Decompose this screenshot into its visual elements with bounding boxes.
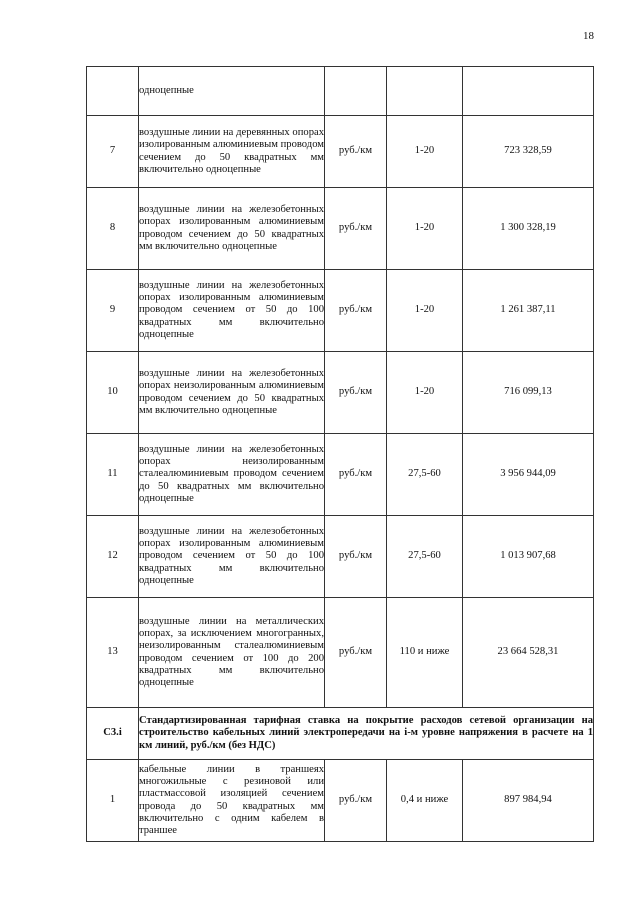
row-number: 9 xyxy=(87,270,139,352)
row-number: 8 xyxy=(87,188,139,270)
row-description: кабельные линии в траншеях многожильные с резиновой или пластмассовой изоляцией сечением провода до 50 квадратных мм включительно с одним кабелем в траншее xyxy=(139,760,325,842)
row-description: воздушные линии на железобетонных опорах неизолированным алюминиевым проводом сечением до 50 квадратных мм включительно одноцепные xyxy=(139,352,325,434)
table-row xyxy=(87,760,594,842)
tariff-table xyxy=(86,66,594,842)
row-number: 13 xyxy=(87,598,139,708)
table-row xyxy=(87,516,594,598)
row-voltage: 1-20 xyxy=(387,352,463,434)
row-unit: руб./км xyxy=(325,760,387,842)
section-code: С3.i xyxy=(87,708,139,760)
row-voltage: 27,5-60 xyxy=(387,516,463,598)
row-voltage: 110 и ниже xyxy=(387,598,463,708)
row-unit: руб./км xyxy=(325,598,387,708)
row-price: 897 984,94 xyxy=(463,760,594,842)
row-price: 3 956 944,09 xyxy=(463,434,594,516)
table-row xyxy=(87,188,594,270)
page-number: 18 xyxy=(583,30,594,42)
row-description: воздушные линии на железобетонных опорах изолированным алюминиевым проводом сечением от 50 до 100 квадратных мм включительно одноцепные xyxy=(139,270,325,352)
row-number: 7 xyxy=(87,116,139,188)
row-unit: руб./км xyxy=(325,188,387,270)
row-voltage: 1-20 xyxy=(387,188,463,270)
row-number: 1 xyxy=(87,760,139,842)
row-price: 1 300 328,19 xyxy=(463,188,594,270)
row-unit: руб./км xyxy=(325,434,387,516)
row-unit: руб./км xyxy=(325,352,387,434)
row-number: 10 xyxy=(87,352,139,434)
row-number: 11 xyxy=(87,434,139,516)
row-unit: руб./км xyxy=(325,270,387,352)
row-description: воздушные линии на деревянных опорах изолированным алюминиевым проводом сечением до 50 квадратных мм включительно одноцепные xyxy=(139,116,325,188)
row-price: 1 261 387,11 xyxy=(463,270,594,352)
row-description: одноцепные xyxy=(139,67,325,116)
table-row xyxy=(87,116,594,188)
row-description: воздушные линии на металлических опорах, за исключением многогранных, неизолированным сталеалюминиевым проводом сечением от 100 до 200 квадратных мм включительно одноцепные xyxy=(139,598,325,708)
row-description: воздушные линии на железобетонных опорах неизолированным сталеалюминиевым проводом сечением до 50 квадратных мм включительно одноцепные xyxy=(139,434,325,516)
table-row-continuation xyxy=(87,67,594,116)
table-row xyxy=(87,598,594,708)
row-unit: руб./км xyxy=(325,116,387,188)
row-voltage: 27,5-60 xyxy=(387,434,463,516)
table-row xyxy=(87,352,594,434)
row-description: воздушные линии на железобетонных опорах изолированным алюминиевым проводом сечением до 50 квадратных мм включительно одноцепные xyxy=(139,188,325,270)
row-price: 723 328,59 xyxy=(463,116,594,188)
table-row xyxy=(87,270,594,352)
row-price: 1 013 907,68 xyxy=(463,516,594,598)
row-description: воздушные линии на железобетонных опорах изолированным алюминиевым проводом сечением от 50 до 100 квадратных мм включительно одноцепные xyxy=(139,516,325,598)
table-row xyxy=(87,434,594,516)
row-number: 12 xyxy=(87,516,139,598)
section-row xyxy=(87,708,594,760)
row-voltage: 1-20 xyxy=(387,116,463,188)
row-price: 23 664 528,31 xyxy=(463,598,594,708)
row-unit: руб./км xyxy=(325,516,387,598)
row-voltage: 1-20 xyxy=(387,270,463,352)
row-price: 716 099,13 xyxy=(463,352,594,434)
section-title: Стандартизированная тарифная ставка на покрытие расходов сетевой организации на строительство кабельных линий электропередачи на i-м уровне напряжения в расчете на 1 км линий, руб./км (без НДС) xyxy=(139,708,594,760)
row-voltage: 0,4 и ниже xyxy=(387,760,463,842)
